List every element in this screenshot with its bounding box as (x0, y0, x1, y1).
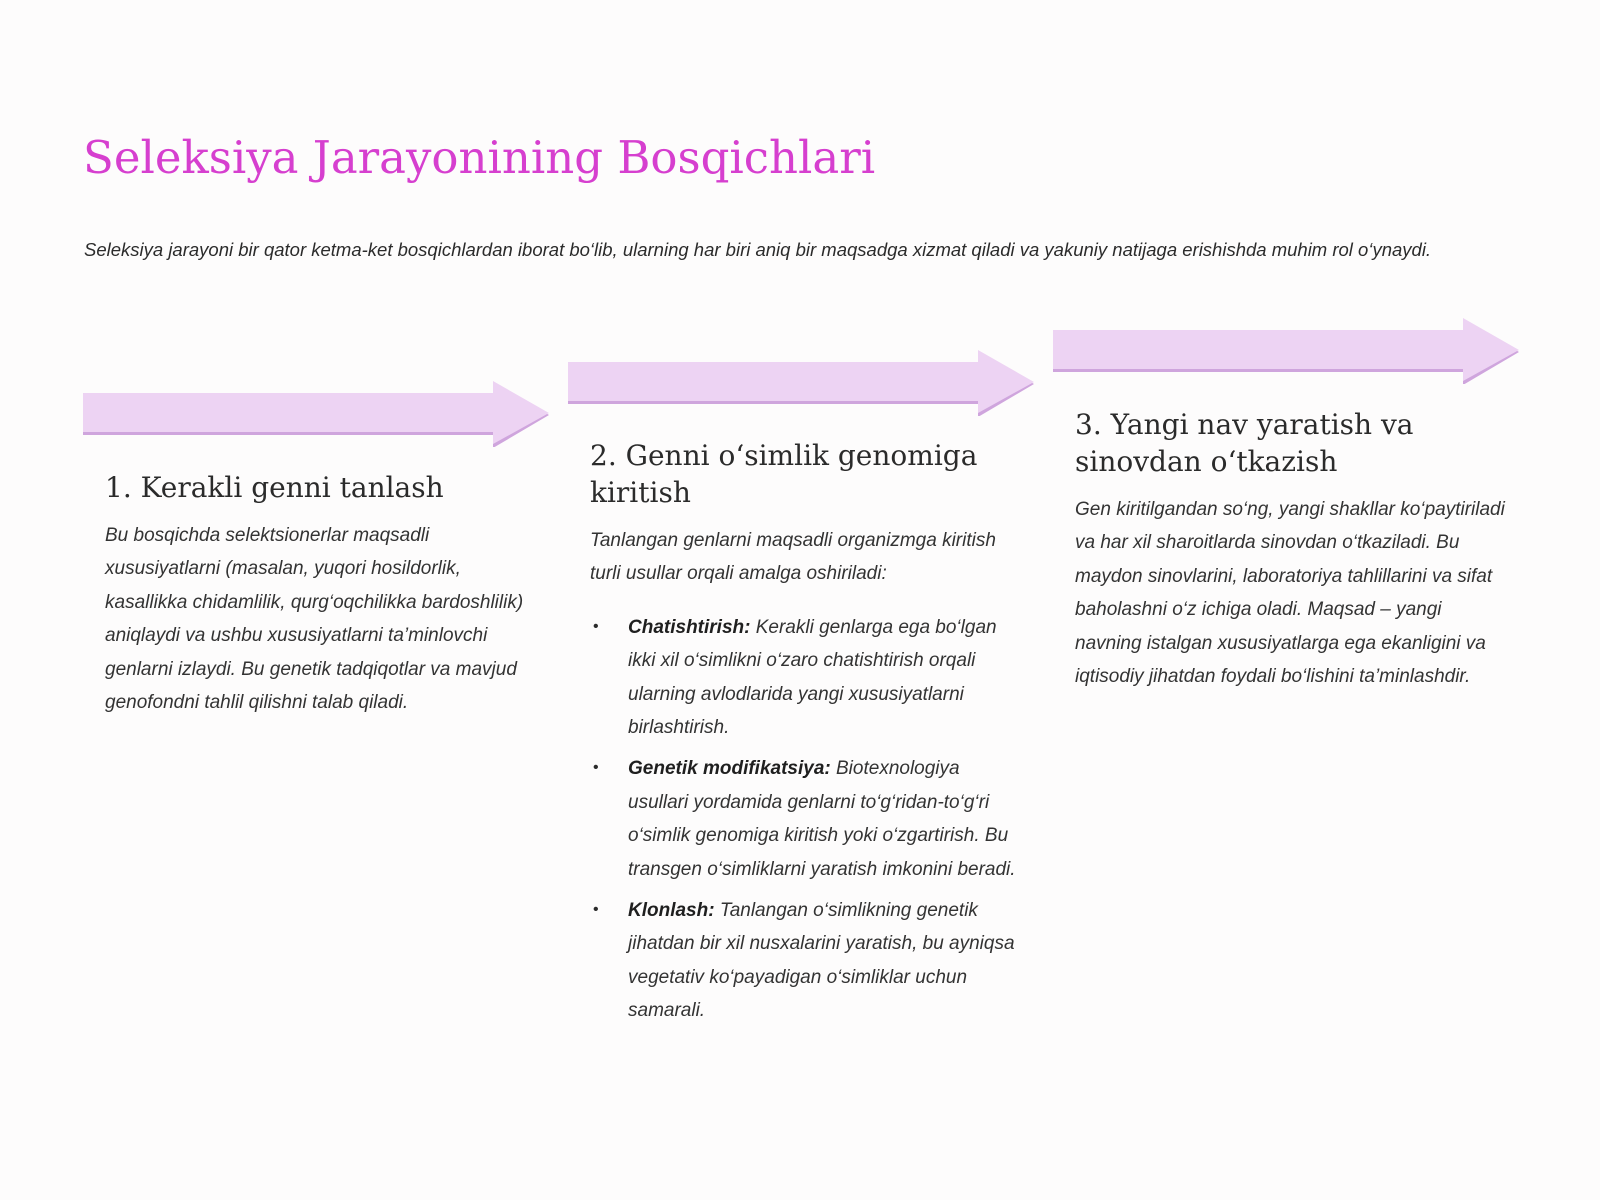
step-1-title: 1. Kerakli genni tanlash (105, 471, 444, 504)
step-2 (590, 437, 1022, 1036)
list-item (590, 894, 1022, 1028)
step-3-description: Gen kiritilgandan so‘ng, yangi shakllar ko‘paytiriladi va har xil sharoitlarda sinovdan o‘tkaziladi. Bu maydon sinovlarini, laboratoriya tahlillarini va sifat baholashni o‘z ichiga oladi. Maqsad – yangi navning istalgan xususiyatlarga ega ekanligini va iqtisodiy jihatdan foydali bo‘lishini ta’minlashdir. (1075, 499, 1505, 688)
step-3-title: 3. Yangi nav yaratish va sinovdan o‘tkazish (1075, 408, 1414, 478)
list-item (590, 611, 1022, 745)
bullet-text: Tanlangan o‘simlikning genetik jihatdan bir xil nusxalarini yaratish, bu ayniqsa vegetativ ko‘payadigan o‘simliklar uchun samarali. (628, 900, 1015, 1022)
bullet-term: Chatishtirish: (628, 616, 751, 638)
step-2-method-list (590, 611, 1022, 1028)
bullet-icon: • (593, 617, 599, 635)
intro-text: Seleksiya jarayoni bir qator ketma-ket bosqichlardan iborat bo‘lib, ularning har biri aniq bir maqsadga xizmat qiladi va yakuniy natijaga erishishda muhim rol o‘ynaydi. (84, 239, 1432, 260)
bullet-icon: • (593, 759, 599, 777)
step-3-arrow (1053, 318, 1519, 384)
step-1-arrow (83, 381, 549, 447)
step-2-title: 2. Genni o‘simlik genomiga kiritish (590, 439, 978, 509)
list-item (590, 752, 1022, 886)
page-title: Seleksiya Jarayonining Bosqichlari (83, 131, 876, 184)
bullet-term: Klonlash: (628, 900, 715, 922)
bullet-text: Biotexnologiya usullari yordamida genlarni to‘g‘ridan-to‘g‘ri o‘simlik genomiga kiritish yoki o‘zgartirish. Bu transgen o‘simliklarni yaratish imkonini beradi. (628, 758, 1016, 880)
step-1 (105, 469, 525, 719)
step-2-description: Tanlangan genlarni maqsadli organizmga kiritish turli usullar orqali amalga oshiriladi: (590, 530, 996, 585)
bullet-text: Kerakli genlarga ega bo‘lgan ikki xil o‘simlikni o‘zaro chatishtirish orqali ularning avlodlarida yangi xususiyatlarni birlashtirish. (628, 616, 997, 739)
bullet-term: Genetik modifikatsiya: (628, 758, 831, 780)
step-2-arrow (568, 350, 1034, 416)
bullet-icon: • (593, 901, 599, 919)
step-1-description: Bu bosqichda selektsionerlar maqsadli xususiyatlarni (masalan, yuqori hosildorlik, kasallikka chidamlilik, qurg‘oqchilikka bardoshlilik) aniqlaydi va ushbu xususiyatlarni ta’minlovchi genlarni izlaydi. Bu genetik tadqiqotlar va mavjud genofondni tahlil qilishni talab qiladi. (105, 525, 524, 714)
step-3 (1075, 406, 1507, 693)
